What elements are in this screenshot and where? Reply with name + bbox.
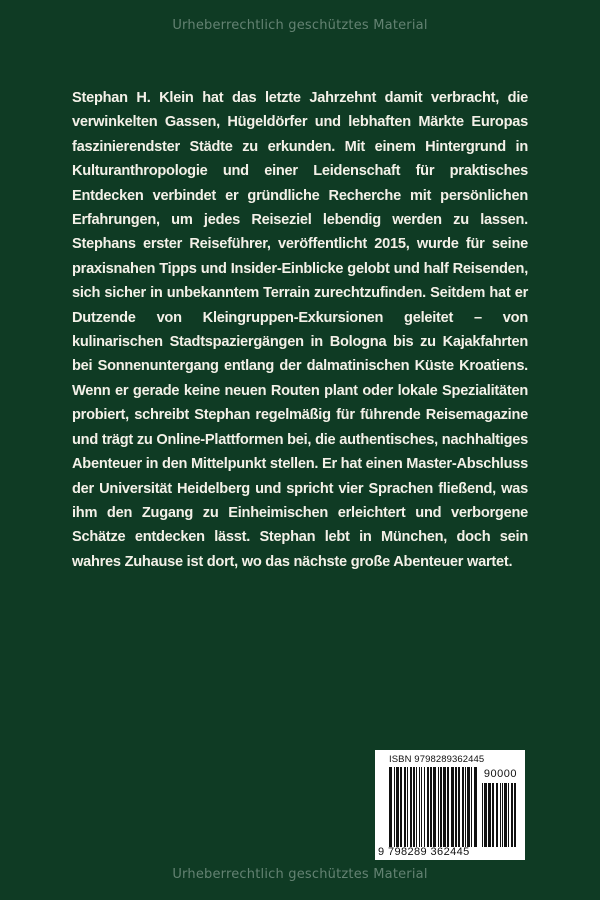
price-addon-bars-graphic <box>482 783 518 847</box>
barcode-stripe <box>430 767 432 847</box>
barcode-stripe <box>400 767 402 847</box>
copyright-watermark-top: Urheberrechtlich geschütztes Material <box>172 18 428 33</box>
barcode-stripe <box>514 783 516 847</box>
barcode-stripe <box>502 783 503 847</box>
barcode-bars-graphic <box>389 767 481 847</box>
author-biography-text: Stephan H. Klein hat das letzte Jahrzehnt damit verbracht, die verwinkelten Gassen, Hügeldörfer und lebhaften Märkte Europas faszinierendster Städte zu erkunden. Mit einem Hintergrund in Kulturanthropologie und einer Leidenschaft für praktisches Entdecken verbindet er gründliche Recherche mit persönlichen Erfahrungen, um jedes Reiseziel lebendig werden zu lassen. Stephans erster Reiseführer, veröffentlicht 2015, wurde für seine praxisnahen Tipps und Insider-Einblicke gelobt und half Reisenden, sich sicher in unbekanntem Terrain zurechtzufinden. Seitdem hat er Dutzende von Kleingruppen-Exkursionen geleitet – von kulinarischen Stadtspaziergängen in Bologna bis zu Kajakfahrten bei Sonnenuntergang entlang der dalmatinischen Küste Kroatiens. Wenn er gerade keine neuen Routen plant oder lokale Spezialitäten probiert, schreibt Stephan regelmäßig für führende Reisemagazine und trägt zu Online-Plattformen bei, die authentisches, nachhaltiges Abenteuer in den Mittelpunkt stellen. Er hat einen Master-Abschluss der Universität Heidelberg und spricht vier Sprachen fließend, was ihm den Zugang zu Einheimischen erleichtert und verborgene Schätze entdecken lässt. Stephan lebt in München, doch sein wahres Zuhause ist dort, wo das nächste große Abenteuer wartet. <box>72 90 529 570</box>
barcode-stripe <box>458 767 460 847</box>
barcode-stripe <box>433 767 436 847</box>
isbn-barcode-box <box>375 750 525 860</box>
barcode-stripe <box>500 783 501 847</box>
barcode-stripe <box>447 767 449 847</box>
barcode-stripe <box>440 767 442 847</box>
barcode-stripe <box>427 767 429 847</box>
barcode-stripe <box>508 783 509 847</box>
barcode-stripe <box>484 783 487 847</box>
barcode-stripe <box>455 767 457 847</box>
price-code: 90000 <box>483 768 517 780</box>
barcode-stripe <box>488 783 491 847</box>
copyright-watermark-bottom: Urheberrechtlich geschütztes Material <box>172 867 428 882</box>
barcode-stripe <box>451 767 454 847</box>
barcode-digits: 9 798289 362445 <box>378 846 470 858</box>
barcode-stripe <box>482 783 483 847</box>
barcode-stripe <box>492 783 494 847</box>
barcode-stripe <box>419 767 420 847</box>
barcode-stripe <box>421 767 422 847</box>
barcode-stripe <box>404 767 406 847</box>
barcode-stripe <box>471 767 472 847</box>
barcode-stripe <box>389 767 392 847</box>
barcode-stripe <box>496 783 498 847</box>
barcode-stripe <box>443 767 446 847</box>
barcode-stripe <box>462 767 464 847</box>
barcode-stripe <box>438 767 439 847</box>
barcode-stripe <box>407 767 408 847</box>
barcode-stripe <box>394 767 395 847</box>
barcode-stripe <box>467 767 470 847</box>
barcode-stripe <box>413 767 415 847</box>
isbn-label: ISBN 9798289362445 <box>389 754 485 765</box>
barcode-stripe <box>474 767 477 847</box>
barcode-stripe <box>396 767 399 847</box>
barcode-stripe <box>424 767 425 847</box>
barcode-stripe <box>410 767 412 847</box>
barcode-stripe <box>504 783 507 847</box>
barcode-stripe <box>465 767 466 847</box>
barcode-stripe <box>416 767 417 847</box>
barcode-stripe <box>511 783 513 847</box>
